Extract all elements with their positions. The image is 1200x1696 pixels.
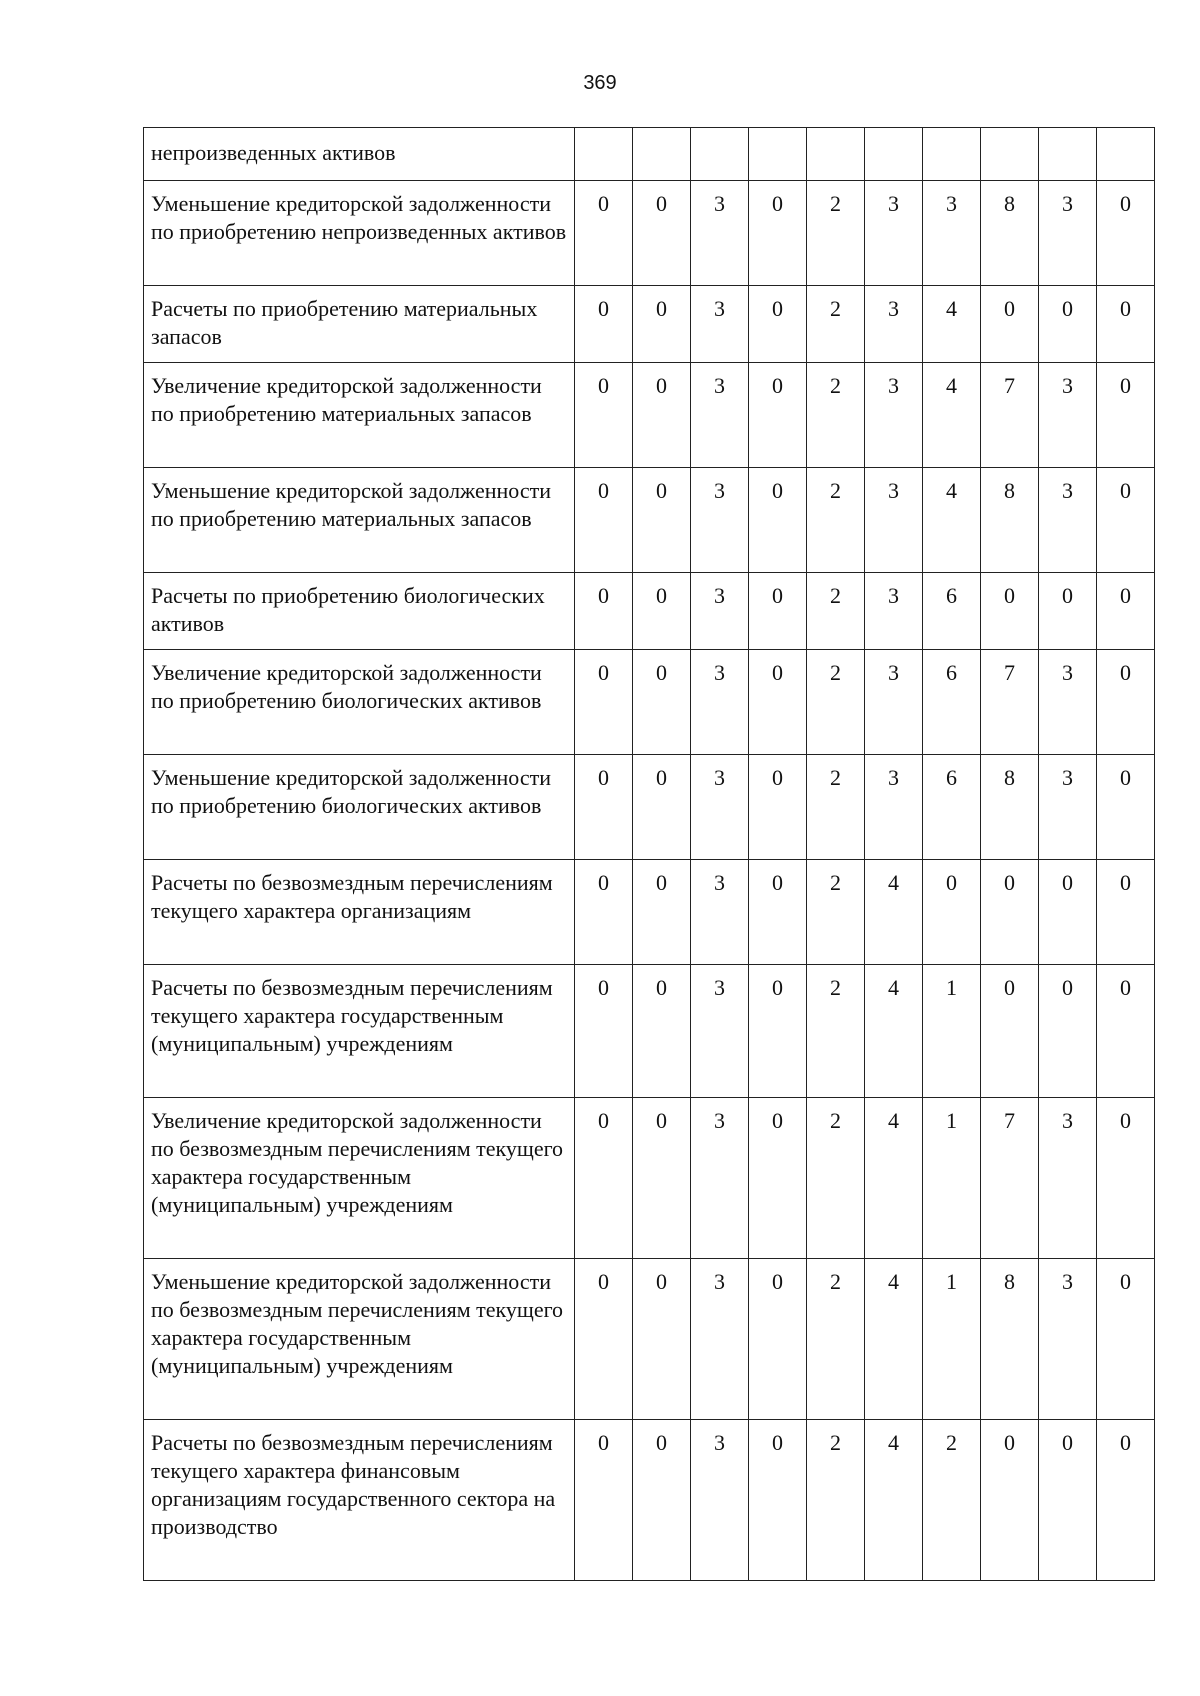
table-row bbox=[144, 650, 1155, 755]
table-row bbox=[144, 363, 1155, 468]
code-digit-cell bbox=[1039, 128, 1097, 181]
code-digit-cell: 2 bbox=[923, 1420, 981, 1581]
code-digit-cell: 0 bbox=[1097, 965, 1155, 1098]
row-label: Уменьшение кредиторской задолженности по приобретению биологических активов bbox=[144, 755, 575, 860]
code-digit-cell: 2 bbox=[807, 860, 865, 965]
code-digit-cell: 2 bbox=[807, 1420, 865, 1581]
code-digit-cell: 3 bbox=[691, 468, 749, 573]
code-digit-cell: 4 bbox=[923, 286, 981, 363]
row-label: Расчеты по приобретению материальных запасов bbox=[144, 286, 575, 363]
code-digit-cell: 3 bbox=[1039, 468, 1097, 573]
code-digit-cell: 0 bbox=[1097, 468, 1155, 573]
row-label: непроизведенных активов bbox=[144, 128, 575, 181]
code-digit-cell: 2 bbox=[807, 1098, 865, 1259]
table-row bbox=[144, 181, 1155, 286]
code-digit-cell: 3 bbox=[691, 650, 749, 755]
code-digit-cell: 0 bbox=[575, 1420, 633, 1581]
code-digit-cell: 4 bbox=[865, 965, 923, 1098]
code-digit-cell: 0 bbox=[981, 573, 1039, 650]
code-digit-cell: 3 bbox=[691, 965, 749, 1098]
code-digit-cell: 0 bbox=[1097, 860, 1155, 965]
code-digit-cell: 4 bbox=[865, 1259, 923, 1420]
code-digit-cell: 1 bbox=[923, 1259, 981, 1420]
code-digit-cell: 4 bbox=[923, 363, 981, 468]
code-digit-cell: 0 bbox=[575, 363, 633, 468]
row-label: Увеличение кредиторской задолженности по безвозмездным перечислениям текущего характера государственным (муниципальным) учреждениям bbox=[144, 1098, 575, 1259]
code-digit-cell: 0 bbox=[749, 965, 807, 1098]
code-digit-cell: 3 bbox=[691, 1259, 749, 1420]
code-digit-cell: 0 bbox=[1097, 650, 1155, 755]
code-digit-cell: 0 bbox=[633, 468, 691, 573]
code-digit-cell: 0 bbox=[749, 1259, 807, 1420]
code-digit-cell: 2 bbox=[807, 650, 865, 755]
code-digit-cell: 0 bbox=[633, 965, 691, 1098]
code-digit-cell: 0 bbox=[1097, 286, 1155, 363]
code-digit-cell: 0 bbox=[981, 286, 1039, 363]
code-digit-cell bbox=[633, 128, 691, 181]
code-digit-cell: 0 bbox=[1097, 755, 1155, 860]
code-digit-cell: 0 bbox=[633, 1098, 691, 1259]
code-digit-cell: 0 bbox=[633, 573, 691, 650]
code-digit-cell: 2 bbox=[807, 755, 865, 860]
code-digit-cell: 0 bbox=[575, 1259, 633, 1420]
code-digit-cell: 0 bbox=[633, 755, 691, 860]
code-digit-cell: 0 bbox=[1039, 860, 1097, 965]
code-digit-cell: 0 bbox=[575, 468, 633, 573]
table-row bbox=[144, 286, 1155, 363]
row-label: Уменьшение кредиторской задолженности по приобретению непроизведенных активов bbox=[144, 181, 575, 286]
code-digit-cell: 0 bbox=[1039, 286, 1097, 363]
code-digit-cell: 3 bbox=[1039, 181, 1097, 286]
code-digit-cell: 0 bbox=[1039, 573, 1097, 650]
row-label: Расчеты по безвозмездным перечислениям текущего характера организациям bbox=[144, 860, 575, 965]
table-body bbox=[144, 128, 1155, 1581]
code-digit-cell: 6 bbox=[923, 573, 981, 650]
code-digit-cell: 3 bbox=[923, 181, 981, 286]
code-digit-cell: 0 bbox=[633, 286, 691, 363]
code-digit-cell: 0 bbox=[575, 286, 633, 363]
code-digit-cell: 4 bbox=[865, 1098, 923, 1259]
code-digit-cell: 0 bbox=[633, 650, 691, 755]
code-digit-cell: 3 bbox=[691, 573, 749, 650]
code-digit-cell: 1 bbox=[923, 1098, 981, 1259]
code-digit-cell: 0 bbox=[1097, 1420, 1155, 1581]
code-digit-cell: 0 bbox=[923, 860, 981, 965]
table-row bbox=[144, 468, 1155, 573]
code-digit-cell: 0 bbox=[1039, 1420, 1097, 1581]
code-digit-cell: 3 bbox=[865, 573, 923, 650]
code-digit-cell: 6 bbox=[923, 650, 981, 755]
row-label: Увеличение кредиторской задолженности по приобретению материальных запасов bbox=[144, 363, 575, 468]
code-digit-cell: 3 bbox=[691, 860, 749, 965]
code-digit-cell: 0 bbox=[749, 468, 807, 573]
code-digit-cell: 0 bbox=[749, 286, 807, 363]
code-digit-cell: 0 bbox=[575, 860, 633, 965]
code-digit-cell: 3 bbox=[691, 363, 749, 468]
code-digit-cell: 6 bbox=[923, 755, 981, 860]
code-digit-cell: 2 bbox=[807, 286, 865, 363]
code-digit-cell: 4 bbox=[865, 860, 923, 965]
code-digit-cell: 3 bbox=[865, 755, 923, 860]
table-row bbox=[144, 573, 1155, 650]
row-label: Увеличение кредиторской задолженности по приобретению биологических активов bbox=[144, 650, 575, 755]
code-digit-cell: 8 bbox=[981, 468, 1039, 573]
code-digit-cell: 0 bbox=[575, 181, 633, 286]
code-digit-cell: 3 bbox=[865, 181, 923, 286]
table-row bbox=[144, 1098, 1155, 1259]
code-digit-cell: 0 bbox=[749, 650, 807, 755]
code-digit-cell: 1 bbox=[923, 965, 981, 1098]
code-digit-cell bbox=[1097, 128, 1155, 181]
code-digit-cell: 0 bbox=[981, 965, 1039, 1098]
code-digit-cell: 2 bbox=[807, 181, 865, 286]
code-digit-cell: 0 bbox=[749, 860, 807, 965]
code-digit-cell: 3 bbox=[1039, 363, 1097, 468]
table-row bbox=[144, 860, 1155, 965]
table-row bbox=[144, 1420, 1155, 1581]
code-digit-cell: 3 bbox=[691, 755, 749, 860]
table-row bbox=[144, 965, 1155, 1098]
table-row bbox=[144, 755, 1155, 860]
code-digit-cell: 8 bbox=[981, 181, 1039, 286]
table-row bbox=[144, 128, 1155, 181]
code-digit-cell: 7 bbox=[981, 650, 1039, 755]
code-digit-cell: 0 bbox=[1097, 573, 1155, 650]
code-digit-cell: 4 bbox=[865, 1420, 923, 1581]
budget-codes-table bbox=[143, 127, 1155, 1581]
code-digit-cell bbox=[981, 128, 1039, 181]
code-digit-cell: 0 bbox=[575, 573, 633, 650]
row-label: Расчеты по безвозмездным перечислениям текущего характера государственным (муниципальным) учреждениям bbox=[144, 965, 575, 1098]
code-digit-cell: 3 bbox=[691, 181, 749, 286]
code-digit-cell: 3 bbox=[865, 468, 923, 573]
code-digit-cell: 3 bbox=[1039, 755, 1097, 860]
code-digit-cell: 0 bbox=[1039, 965, 1097, 1098]
code-digit-cell: 0 bbox=[575, 1098, 633, 1259]
code-digit-cell: 8 bbox=[981, 1259, 1039, 1420]
code-digit-cell: 2 bbox=[807, 468, 865, 573]
code-digit-cell: 3 bbox=[865, 286, 923, 363]
code-digit-cell: 0 bbox=[633, 1259, 691, 1420]
code-digit-cell: 3 bbox=[691, 286, 749, 363]
page-number: 369 bbox=[583, 72, 617, 94]
code-digit-cell: 0 bbox=[749, 755, 807, 860]
code-digit-cell: 0 bbox=[749, 363, 807, 468]
code-digit-cell: 2 bbox=[807, 573, 865, 650]
code-digit-cell: 0 bbox=[981, 1420, 1039, 1581]
code-digit-cell bbox=[865, 128, 923, 181]
code-digit-cell: 0 bbox=[633, 860, 691, 965]
code-digit-cell: 2 bbox=[807, 363, 865, 468]
code-digit-cell: 0 bbox=[575, 965, 633, 1098]
code-digit-cell: 0 bbox=[1097, 181, 1155, 286]
code-digit-cell: 0 bbox=[1097, 1098, 1155, 1259]
code-digit-cell bbox=[923, 128, 981, 181]
code-digit-cell bbox=[807, 128, 865, 181]
code-digit-cell: 3 bbox=[691, 1420, 749, 1581]
code-digit-cell: 2 bbox=[807, 1259, 865, 1420]
code-digit-cell: 0 bbox=[633, 363, 691, 468]
code-digit-cell: 0 bbox=[1097, 1259, 1155, 1420]
code-digit-cell: 0 bbox=[1097, 363, 1155, 468]
code-digit-cell: 8 bbox=[981, 755, 1039, 860]
code-digit-cell: 0 bbox=[633, 1420, 691, 1581]
code-digit-cell: 0 bbox=[749, 1420, 807, 1581]
code-digit-cell: 3 bbox=[865, 363, 923, 468]
code-digit-cell bbox=[691, 128, 749, 181]
code-digit-cell: 7 bbox=[981, 363, 1039, 468]
code-digit-cell: 2 bbox=[807, 965, 865, 1098]
code-digit-cell: 0 bbox=[749, 181, 807, 286]
code-digit-cell bbox=[575, 128, 633, 181]
code-digit-cell: 3 bbox=[691, 1098, 749, 1259]
code-digit-cell: 0 bbox=[575, 650, 633, 755]
code-digit-cell: 3 bbox=[1039, 650, 1097, 755]
row-label: Уменьшение кредиторской задолженности по приобретению материальных запасов bbox=[144, 468, 575, 573]
code-digit-cell: 7 bbox=[981, 1098, 1039, 1259]
code-digit-cell bbox=[749, 128, 807, 181]
code-digit-cell: 0 bbox=[575, 755, 633, 860]
code-digit-cell: 0 bbox=[981, 860, 1039, 965]
code-digit-cell: 4 bbox=[923, 468, 981, 573]
code-digit-cell: 0 bbox=[749, 573, 807, 650]
code-digit-cell: 0 bbox=[749, 1098, 807, 1259]
code-digit-cell: 3 bbox=[1039, 1259, 1097, 1420]
row-label: Уменьшение кредиторской задолженности по безвозмездным перечислениям текущего характера государственным (муниципальным) учреждениям bbox=[144, 1259, 575, 1420]
table-row bbox=[144, 1259, 1155, 1420]
code-digit-cell: 3 bbox=[865, 650, 923, 755]
row-label: Расчеты по приобретению биологических активов bbox=[144, 573, 575, 650]
row-label: Расчеты по безвозмездным перечислениям текущего характера финансовым организациям государственного сектора на производство bbox=[144, 1420, 575, 1581]
code-digit-cell: 0 bbox=[633, 181, 691, 286]
code-digit-cell: 3 bbox=[1039, 1098, 1097, 1259]
